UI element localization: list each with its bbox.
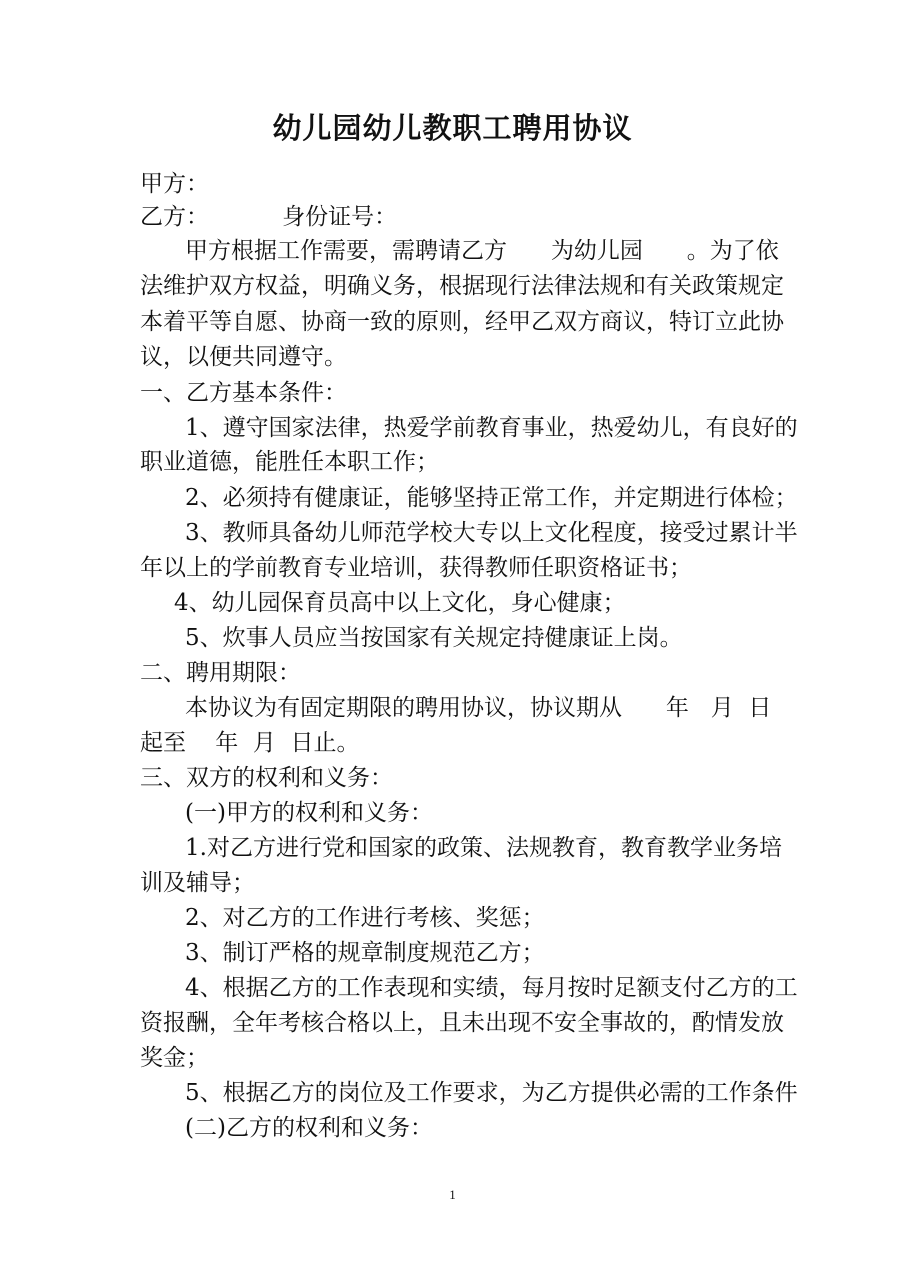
section-heading: 三、双方的权利和义务： xyxy=(140,765,393,791)
paragraph-line: 本着平等自愿、协商一致的原则，经甲乙双方商议，特订立此协 xyxy=(140,309,784,335)
list-item: 4、根据乙方的工作表现和实绩，每月按时足额支付乙方的工 xyxy=(185,975,798,1001)
paragraph-line: 法维护双方权益，明确义务，根据现行法律法规和有关政策规定 xyxy=(140,273,784,299)
page-number: 1 xyxy=(449,1187,456,1202)
list-item: 3、教师具备幼儿师范学校大专以上文化程度，接受过累计半 xyxy=(185,520,798,546)
subsection-heading: (二)乙方的权利和义务： xyxy=(185,1115,433,1141)
list-item: 职业道德，能胜任本职工作； xyxy=(140,449,439,475)
list-item: 4、幼儿园保育员高中以上文化，身心健康； xyxy=(174,590,626,616)
paragraph-line: 甲方根据工作需要，需聘请乙方 为幼儿园 。为了依 xyxy=(185,238,779,264)
list-item: 2、必须持有健康证，能够坚持正常工作，并定期进行体检； xyxy=(185,485,798,511)
section-heading: 二、聘用期限： xyxy=(140,660,301,686)
party-b-line: 乙方： 身份证号： xyxy=(140,204,398,230)
list-item: 资报酬，全年考核合格以上，且未出现不安全事故的，酌情发放 xyxy=(140,1010,784,1036)
list-item: 1、遵守国家法律，热爱学前教育事业，热爱幼儿，有良好的 xyxy=(185,415,798,441)
paragraph-line: 本协议为有固定期限的聘用协议，协议期从 年 月 日 xyxy=(185,695,772,721)
list-item: 1.对乙方进行党和国家的政策、法规教育，教育教学业务培 xyxy=(185,835,782,861)
list-item: 3、制订严格的规章制度规范乙方； xyxy=(185,940,545,966)
list-item: 奖金； xyxy=(140,1045,209,1071)
paragraph-line: 议，以便共同遵守。 xyxy=(140,344,347,370)
section-heading: 一、乙方基本条件： xyxy=(140,380,347,406)
list-item: 2、对乙方的工作进行考核、奖惩； xyxy=(185,905,545,931)
subsection-heading: (一)甲方的权利和义务： xyxy=(185,800,433,826)
party-a-line: 甲方： xyxy=(140,171,209,197)
list-item: 年以上的学前教育专业培训，获得教师任职资格证书； xyxy=(140,555,692,581)
list-item: 5、根据乙方的岗位及工作要求，为乙方提供必需的工作条件 xyxy=(185,1080,798,1106)
document-title: 幼儿园幼儿教职工聘用协议 xyxy=(272,111,633,145)
list-item: 训及辅导； xyxy=(140,870,255,896)
paragraph-line: 起至 年 月 日止。 xyxy=(140,730,360,756)
list-item: 5、炊事人员应当按国家有关规定持健康证上岗。 xyxy=(185,625,683,651)
